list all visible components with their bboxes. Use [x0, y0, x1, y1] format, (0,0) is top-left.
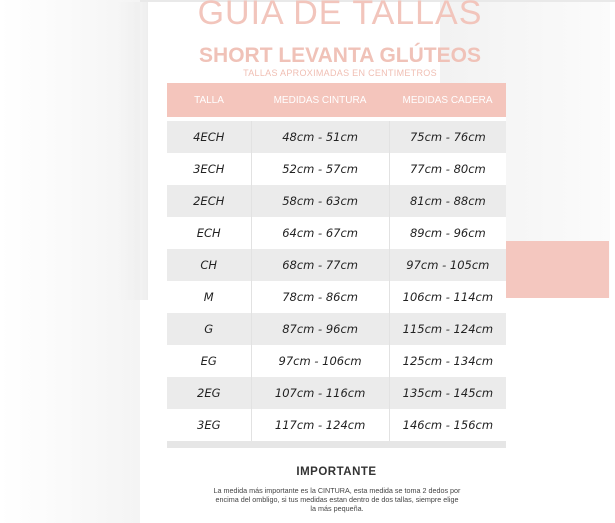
- hip-cell: 106cm - 114cm: [402, 290, 494, 304]
- measurement-note: TALLAS APROXIMADAS EN CENTIMETROS: [243, 68, 437, 78]
- size-cell: ECH: [167, 217, 252, 249]
- page-title: GUIA DE TALLAS: [197, 0, 483, 32]
- size-cell: 2ECH: [167, 185, 252, 217]
- size-cell: EG: [167, 345, 252, 377]
- hip-cell: 81cm - 88cm: [409, 194, 486, 208]
- size-cell: 4ECH: [167, 121, 252, 153]
- table-row: [167, 345, 506, 377]
- header-hip: MEDIDAS CADERA: [402, 94, 493, 106]
- hip-cell: 146cm - 156cm: [402, 418, 494, 432]
- hip-cell: 135cm - 145cm: [402, 386, 494, 400]
- hip-cell: 125cm - 134cm: [402, 354, 494, 368]
- important-text: La medida más importante es la CINTURA, esta medida se toma 2 dedos por encima del ombligo, si tus medidas estan dentro de dos tallas, siempre elige la más pequeña.: [213, 486, 461, 513]
- table-row: [167, 313, 506, 345]
- size-cell: G: [167, 313, 252, 345]
- table-row: [167, 217, 506, 249]
- table-footer-bar: [167, 441, 506, 448]
- table-row: [167, 281, 506, 313]
- size-table: [167, 83, 506, 448]
- table-row: [167, 153, 506, 185]
- table-row: [167, 377, 506, 409]
- hip-cell: 97cm - 105cm: [406, 258, 490, 272]
- hip-cell: 89cm - 96cm: [409, 226, 486, 240]
- table-row: [167, 185, 506, 217]
- waist-cell: 58cm - 63cm: [252, 185, 390, 217]
- size-cell: M: [167, 281, 252, 313]
- table-row: [167, 121, 506, 153]
- table-row: [167, 249, 506, 281]
- waist-cell: 107cm - 116cm: [252, 377, 390, 409]
- background-shade: [118, 2, 148, 300]
- background-pink-block: [505, 241, 609, 298]
- header-size: TALLA: [194, 94, 224, 106]
- size-cell: 2EG: [167, 377, 252, 409]
- table-header: [167, 83, 506, 117]
- important-heading: IMPORTANTE: [296, 466, 377, 478]
- hip-cell: 75cm - 76cm: [409, 130, 486, 144]
- size-cell: 3ECH: [167, 153, 252, 185]
- header-waist: MEDIDAS CINTURA: [273, 94, 367, 106]
- waist-cell: 97cm - 106cm: [252, 345, 390, 377]
- waist-cell: 87cm - 96cm: [252, 313, 390, 345]
- table-row: [167, 409, 506, 441]
- waist-cell: 68cm - 77cm: [252, 249, 390, 281]
- waist-cell: 78cm - 86cm: [252, 281, 390, 313]
- hip-cell: 115cm - 124cm: [402, 322, 494, 336]
- product-title: SHORT LEVANTA GLÚTEOS: [199, 44, 481, 67]
- waist-cell: 64cm - 67cm: [252, 217, 390, 249]
- waist-cell: 117cm - 124cm: [252, 409, 390, 441]
- size-cell: CH: [167, 249, 252, 281]
- waist-cell: 52cm - 57cm: [252, 153, 390, 185]
- size-cell: 3EG: [167, 409, 252, 441]
- hip-cell: 77cm - 80cm: [409, 162, 486, 176]
- waist-cell: 48cm - 51cm: [252, 121, 390, 153]
